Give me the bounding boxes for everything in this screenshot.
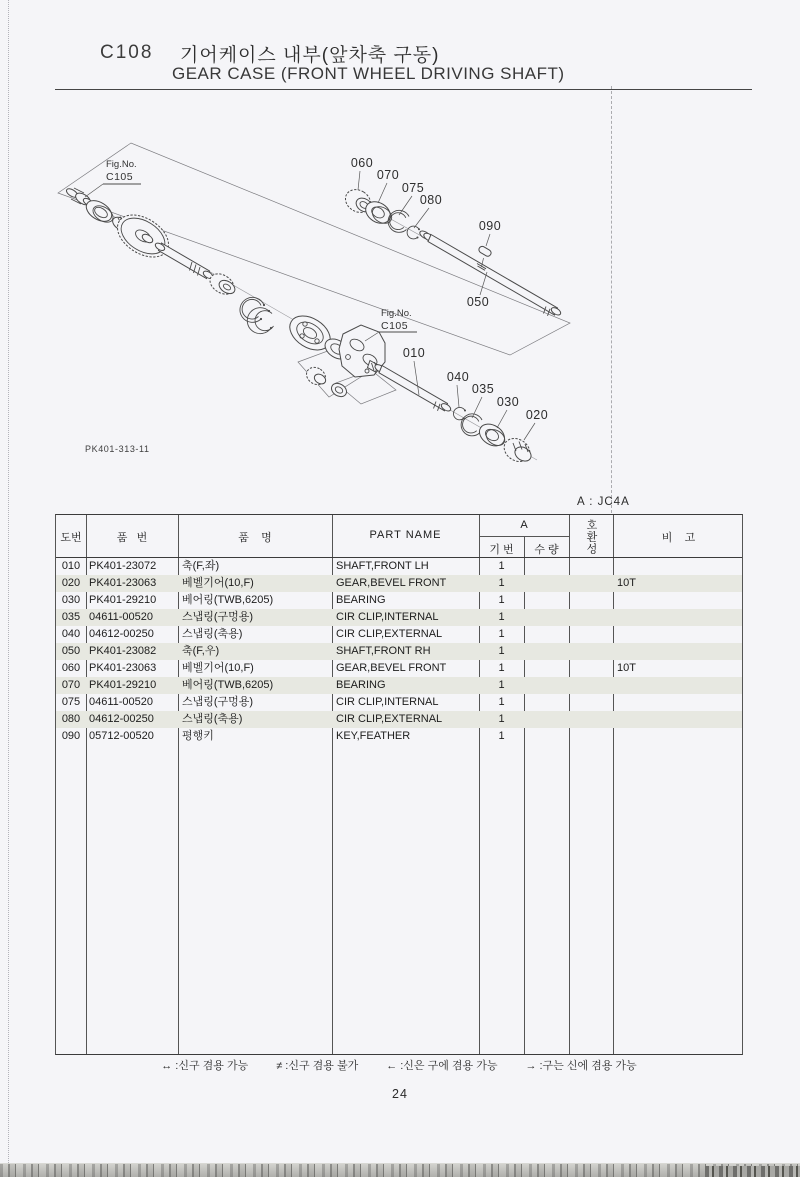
page-title-english: GEAR CASE (FRONT WHEEL DRIVING SHAFT): [172, 64, 565, 83]
table-row: [56, 660, 742, 677]
table-row: [56, 643, 742, 660]
cell-part-no: 04611-00520: [89, 696, 154, 708]
cell-no: 090: [61, 730, 81, 742]
cell-serial: 1: [498, 645, 505, 657]
cell-part-name: BEARING: [336, 679, 386, 691]
part-050-shaft-front-rh: [418, 229, 562, 316]
cell-no: 035: [61, 611, 81, 623]
table-row: [56, 592, 742, 609]
page-title-korean: 기어케이스 내부(앞차축 구동): [180, 45, 440, 66]
drawing-number: PK401-313-11: [85, 444, 150, 454]
table-row: [56, 558, 742, 575]
legend-label: :신구 겸용 가능: [175, 1060, 249, 1072]
snap-ring-part-right: [247, 308, 273, 334]
cell-compat: [569, 728, 613, 745]
cell-serial: 1: [498, 594, 505, 606]
cell-no: 010: [61, 560, 81, 572]
cell-remarks: [617, 677, 741, 694]
cell-serial: 1: [498, 730, 505, 742]
cell-name-ko: 축(F,좌): [182, 560, 220, 572]
cell-no: 075: [61, 696, 81, 708]
both-arrow-icon: ↔: [161, 1060, 173, 1072]
fig-ref-line1: Fig.No.: [381, 308, 412, 319]
col-header-serial: 기 번: [489, 544, 514, 556]
callout-030: 030: [496, 395, 520, 409]
cell-part-name: CIR CLIP,INTERNAL: [336, 696, 439, 708]
cell-part-name: SHAFT,FRONT LH: [336, 560, 429, 572]
page-edge-line: [8, 0, 9, 1177]
cell-no: 070: [61, 679, 81, 691]
cell-name-ko: 베벨기어(10,F): [182, 577, 254, 589]
legend-item: [525, 1057, 636, 1073]
cell-qty: [524, 643, 569, 660]
legend-item: [276, 1057, 358, 1073]
gear-shaft-part: [154, 242, 214, 280]
part-030-bearing: [475, 420, 508, 451]
cell-compat: [569, 592, 613, 609]
cell-part-name: SHAFT,FRONT RH: [336, 645, 431, 657]
cell-part-name: CIR CLIP,INTERNAL: [336, 611, 439, 623]
washer-part: [329, 381, 349, 400]
fig-ref-label-center: [365, 308, 417, 341]
cell-qty: [524, 575, 569, 592]
legend-label: :구는 신에 겸용 가능: [539, 1060, 637, 1072]
cell-compat: [569, 660, 613, 677]
cell-compat: [569, 626, 613, 643]
cell-qty: [524, 609, 569, 626]
callout-060: 060: [350, 156, 374, 170]
legend-label: :신은 구에 겸용 가능: [400, 1060, 498, 1072]
callout-035: 035: [471, 382, 495, 396]
cell-qty: [524, 558, 569, 575]
part-040-cir-clip-external: [453, 407, 466, 419]
cell-part-name: CIR CLIP,EXTERNAL: [336, 628, 443, 640]
cell-remarks: [617, 643, 741, 660]
cell-part-name: BEARING: [336, 594, 386, 606]
cell-qty: [524, 660, 569, 677]
cell-remarks: [617, 694, 741, 711]
cell-serial: 1: [498, 611, 505, 623]
cell-serial: 1: [498, 713, 505, 725]
cell-remarks: [617, 609, 741, 626]
cell-part-name: GEAR,BEVEL FRONT: [336, 577, 447, 589]
cell-no: 020: [61, 577, 81, 589]
cell-serial: 1: [498, 560, 505, 572]
cell-part-no: PK401-29210: [89, 594, 157, 606]
cell-part-name: GEAR,BEVEL FRONT: [336, 662, 447, 674]
scan-edge-band: [0, 1163, 800, 1177]
col-header-qty: 수 량: [534, 544, 559, 556]
table-row: [56, 728, 742, 745]
table-row: [56, 575, 742, 592]
cell-qty: [524, 626, 569, 643]
col-header-remarks: 비 고: [661, 532, 696, 544]
callout-090: 090: [478, 219, 502, 233]
col-header-compat: 호환성: [585, 519, 597, 555]
col-header-no: 도번: [60, 532, 82, 544]
cell-name-ko: 베어링(TWB,6205): [182, 594, 274, 606]
cell-compat: [569, 575, 613, 592]
cell-compat: [569, 677, 613, 694]
cell-no: 060: [61, 662, 81, 674]
cell-no: 030: [61, 594, 81, 606]
cell-remarks: [617, 728, 741, 745]
fig-ref-line1: Fig.No.: [106, 159, 137, 170]
cell-part-no: 05712-00520: [89, 730, 154, 742]
cell-serial: 1: [498, 628, 505, 640]
compatibility-legend: [55, 1057, 743, 1073]
cell-compat: [569, 694, 613, 711]
table-row: [56, 609, 742, 626]
cell-part-no: 04611-00520: [89, 611, 154, 623]
cell-part-no: 04612-00250: [89, 713, 154, 725]
cell-no: 080: [61, 713, 81, 725]
cell-name-ko: 스냅링(축용): [182, 713, 243, 725]
not-equal-icon: ≠: [276, 1060, 283, 1072]
cell-qty: [524, 592, 569, 609]
title-divider: [55, 89, 752, 90]
col-header-group-a: A: [520, 519, 528, 531]
legend-item: [386, 1057, 497, 1073]
cell-remarks: [617, 592, 741, 609]
small-bevel-gear-part: [303, 364, 328, 388]
page-number: 24: [392, 1087, 408, 1101]
cell-serial: 1: [498, 696, 505, 708]
cell-name-ko: 스냅링(구멍용): [182, 611, 254, 623]
callout-075: 075: [401, 181, 425, 195]
cell-part-no: PK401-23063: [89, 662, 157, 674]
right-arrow-icon: →: [525, 1060, 537, 1072]
col-header-name-ko: 품 명: [238, 532, 272, 544]
part-035-cir-clip-internal: [461, 414, 482, 436]
cell-qty: [524, 677, 569, 694]
cell-no: 050: [61, 645, 81, 657]
col-header-part-no: 품 번: [116, 532, 148, 544]
col-header-part-name: PART NAME: [369, 529, 442, 541]
cell-compat: [569, 643, 613, 660]
table-row: [56, 711, 742, 728]
cell-name-ko: 평행키: [182, 730, 214, 742]
cell-compat: [569, 558, 613, 575]
cell-remarks: [617, 626, 741, 643]
fig-ref-line2: C105: [106, 171, 134, 183]
cell-compat: [569, 711, 613, 728]
part-010-shaft-front-lh: [368, 361, 452, 413]
section-code: C108: [100, 42, 154, 63]
callout-040: 040: [446, 370, 470, 384]
fig-ref-label-upper: [85, 159, 141, 197]
cell-serial: 1: [498, 662, 505, 674]
cell-remarks: [617, 711, 741, 728]
cell-part-name: KEY,FEATHER: [336, 730, 411, 742]
table-row: [56, 626, 742, 643]
part-075-cir-clip-internal: [388, 210, 409, 232]
cell-remarks: 10T: [617, 577, 636, 589]
cell-name-ko: 베어링(TWB,6205): [182, 679, 274, 691]
cell-compat: [569, 609, 613, 626]
cell-part-no: PK401-23063: [89, 577, 157, 589]
parts-table: [55, 514, 743, 1055]
part-080-cir-clip-external: [407, 226, 420, 239]
cell-qty: [524, 694, 569, 711]
cell-part-no: PK401-23072: [89, 560, 157, 572]
cell-part-no: 04612-00250: [89, 628, 154, 640]
callout-020: 020: [525, 408, 549, 422]
left-arrow-icon: ←: [386, 1060, 398, 1072]
callout-050: 050: [466, 295, 490, 309]
fig-ref-line2: C105: [381, 320, 409, 332]
cell-name-ko: 베벨기어(10,F): [182, 662, 254, 674]
cell-qty: [524, 728, 569, 745]
cell-name-ko: 스냅링(축용): [182, 628, 243, 640]
cell-remarks: [617, 558, 741, 575]
cell-name-ko: 축(F,우): [182, 645, 220, 657]
exploded-diagram: [40, 105, 760, 495]
cell-part-name: CIR CLIP,EXTERNAL: [336, 713, 443, 725]
group-a-divider: [479, 536, 569, 537]
cell-serial: 1: [498, 679, 505, 691]
legend-item: [161, 1057, 248, 1073]
cell-part-no: PK401-29210: [89, 679, 157, 691]
legend-label: :신구 겸용 불가: [285, 1060, 359, 1072]
callout-010: 010: [402, 346, 426, 360]
model-note: A : JC4A: [577, 496, 630, 508]
cell-no: 040: [61, 628, 81, 640]
callout-070: 070: [376, 168, 400, 182]
table-row: [56, 677, 742, 694]
cell-serial: 1: [498, 577, 505, 589]
cell-part-no: PK401-23082: [89, 645, 157, 657]
cell-remarks: 10T: [617, 662, 636, 674]
cell-qty: [524, 711, 569, 728]
cell-name-ko: 스냅링(구멍용): [182, 696, 254, 708]
table-row: [56, 694, 742, 711]
callout-080: 080: [419, 193, 443, 207]
